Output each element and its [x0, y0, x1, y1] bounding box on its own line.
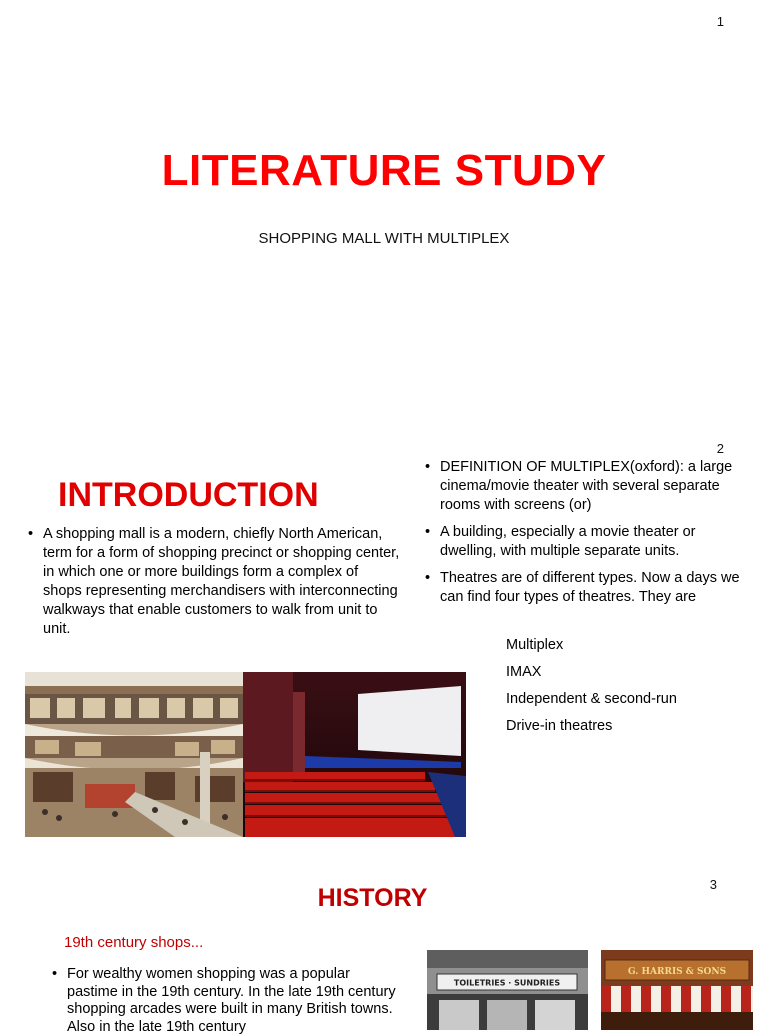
slide-1	[0, 0, 768, 432]
shopping-mall-photo	[25, 672, 243, 837]
definition-bullet: • DEFINITION OF MULTIPLEX(oxford): a large cinema/movie theater with several separate rooms with screens (or)	[425, 458, 745, 515]
intro-bullet-list	[28, 525, 400, 639]
theatre-type-item: Independent & second-run	[506, 691, 677, 707]
slide-3	[0, 864, 768, 1035]
theatre-type-item: IMAX	[506, 664, 542, 680]
definition-bullet: • Theatres are of different types. Now a days we can find four types of theatres. They are	[425, 569, 745, 607]
old-shopfront-photo	[427, 950, 588, 1030]
slide-subtitle: SHOPPING MALL WITH MULTIPLEX	[258, 230, 510, 247]
cinema-hall-photo	[243, 672, 466, 837]
shop-sign-text: G. HARRIS & SONS	[627, 967, 727, 977]
theatre-type-item: Drive-in theatres	[506, 718, 613, 734]
page-number: 2	[716, 441, 724, 456]
intro-bullet: • A shopping mall is a modern, chiefly North American, term for a form of shopping precinct or shopping center, in which one or more buildings form a complex of shops representing merchandisers with interconnecting walkways that enable customers to walk from unit to unit.	[28, 525, 400, 639]
slide-2	[0, 432, 768, 864]
shop-sign-text: TOILETRIES · SUNDRIES	[453, 978, 561, 988]
victorian-shopfront-photo	[601, 950, 753, 1030]
century-subheading: 19th century shops...	[64, 934, 204, 951]
definition-bullet-list	[425, 458, 745, 615]
definition-bullet: • A building, especially a movie theater or dwelling, with multiple separate units.	[425, 523, 745, 561]
history-bullet-list	[52, 966, 397, 1036]
slide-title: LITERATURE STUDY	[161, 146, 607, 195]
history-heading: HISTORY	[317, 884, 428, 912]
theatre-types-list	[506, 632, 677, 740]
introduction-heading: INTRODUCTION	[58, 476, 319, 514]
page-number: 1	[716, 14, 724, 29]
theatre-type-item: Multiplex	[506, 637, 564, 653]
page-number: 3	[709, 877, 717, 892]
history-bullet: • For wealthy women shopping was a popular pastime in the 19th century. In the late 19th century shopping arcades were built in many British towns. Also in the late 19th century	[52, 966, 397, 1036]
